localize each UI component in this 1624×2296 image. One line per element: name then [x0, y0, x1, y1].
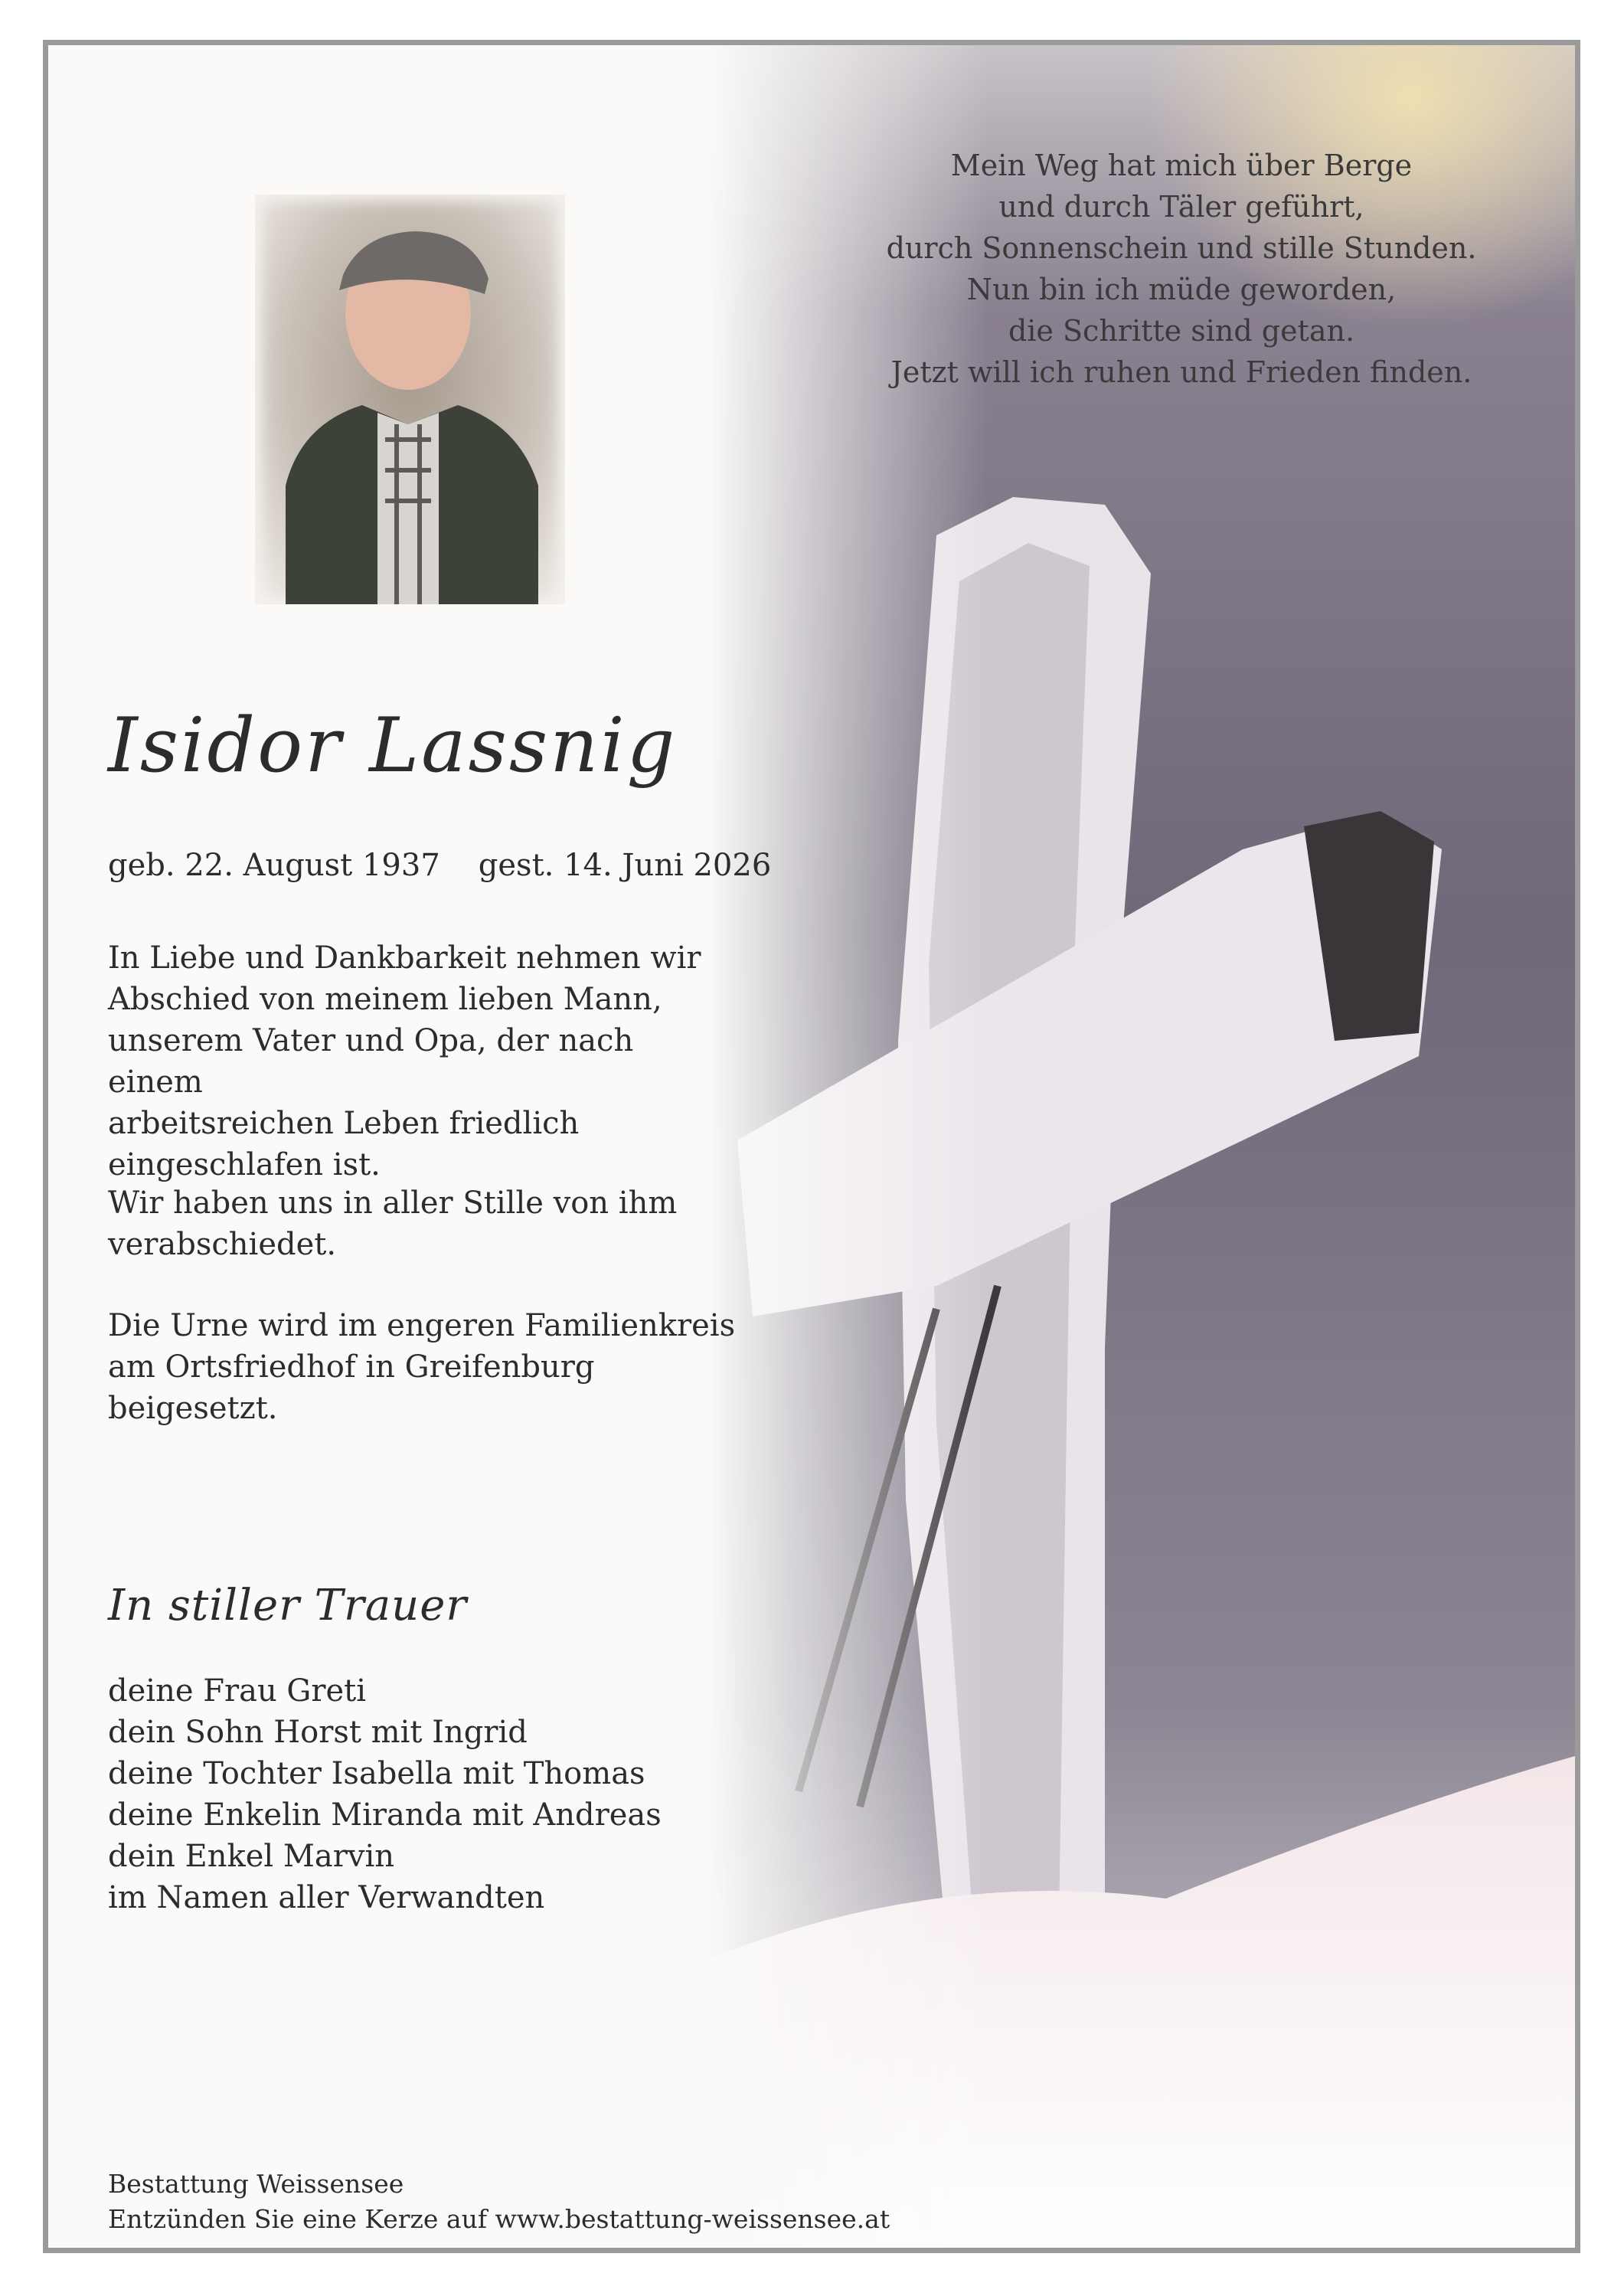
- footer: [108, 2167, 890, 2237]
- mourner-item: im Namen aller Verwandten: [108, 1880, 545, 1915]
- portrait-photo: [255, 195, 565, 604]
- mourning-heading: In stiller Trauer: [108, 1581, 468, 1630]
- death-date: gest. 14. Juni 2026: [478, 848, 772, 883]
- private-farewell-paragraph: Wir haben uns in aller Stille von ihm verabschiedet.: [108, 1186, 678, 1262]
- mourner-item: deine Tochter Isabella mit Thomas: [108, 1756, 645, 1791]
- mourner-item: dein Sohn Horst mit Ingrid: [108, 1715, 528, 1750]
- life-dates: [108, 848, 771, 883]
- mourner-item: dein Enkel Marvin: [108, 1839, 395, 1874]
- mourners-list: [108, 1670, 662, 1918]
- memorial-poem: Mein Weg hat mich über Berge und durch Täler geführt, durch Sonnenschein und stille Stunden. Nun bin ich müde geworden, die Schritte sind getan. Jetzt will ich ruhen und Frieden finden.: [886, 149, 1477, 389]
- deceased-name: Isidor Lassnig: [108, 702, 678, 790]
- birth-date: geb. 22. August 1937: [108, 848, 440, 883]
- funeral-home-name: Bestattung Weissensee: [108, 2169, 404, 2199]
- mourner-item: deine Enkelin Miranda mit Andreas: [108, 1797, 662, 1833]
- farewell-paragraph: In Liebe und Dankbarkeit nehmen wir Abschied von meinem lieben Mann, unserem Vater und Opa, der nach einem arbeitsreichen Leben friedlich eingeschlafen ist.: [108, 940, 701, 1182]
- obituary-card: [43, 40, 1580, 2253]
- mourner-item: deine Frau Greti: [108, 1673, 367, 1709]
- urn-burial-paragraph: Die Urne wird im engeren Familienkreis am Ortsfriedhof in Greifenburg beigesetzt.: [108, 1308, 736, 1426]
- candle-link-text[interactable]: Entzünden Sie eine Kerze auf www.bestattung-weissensee.at: [108, 2204, 890, 2234]
